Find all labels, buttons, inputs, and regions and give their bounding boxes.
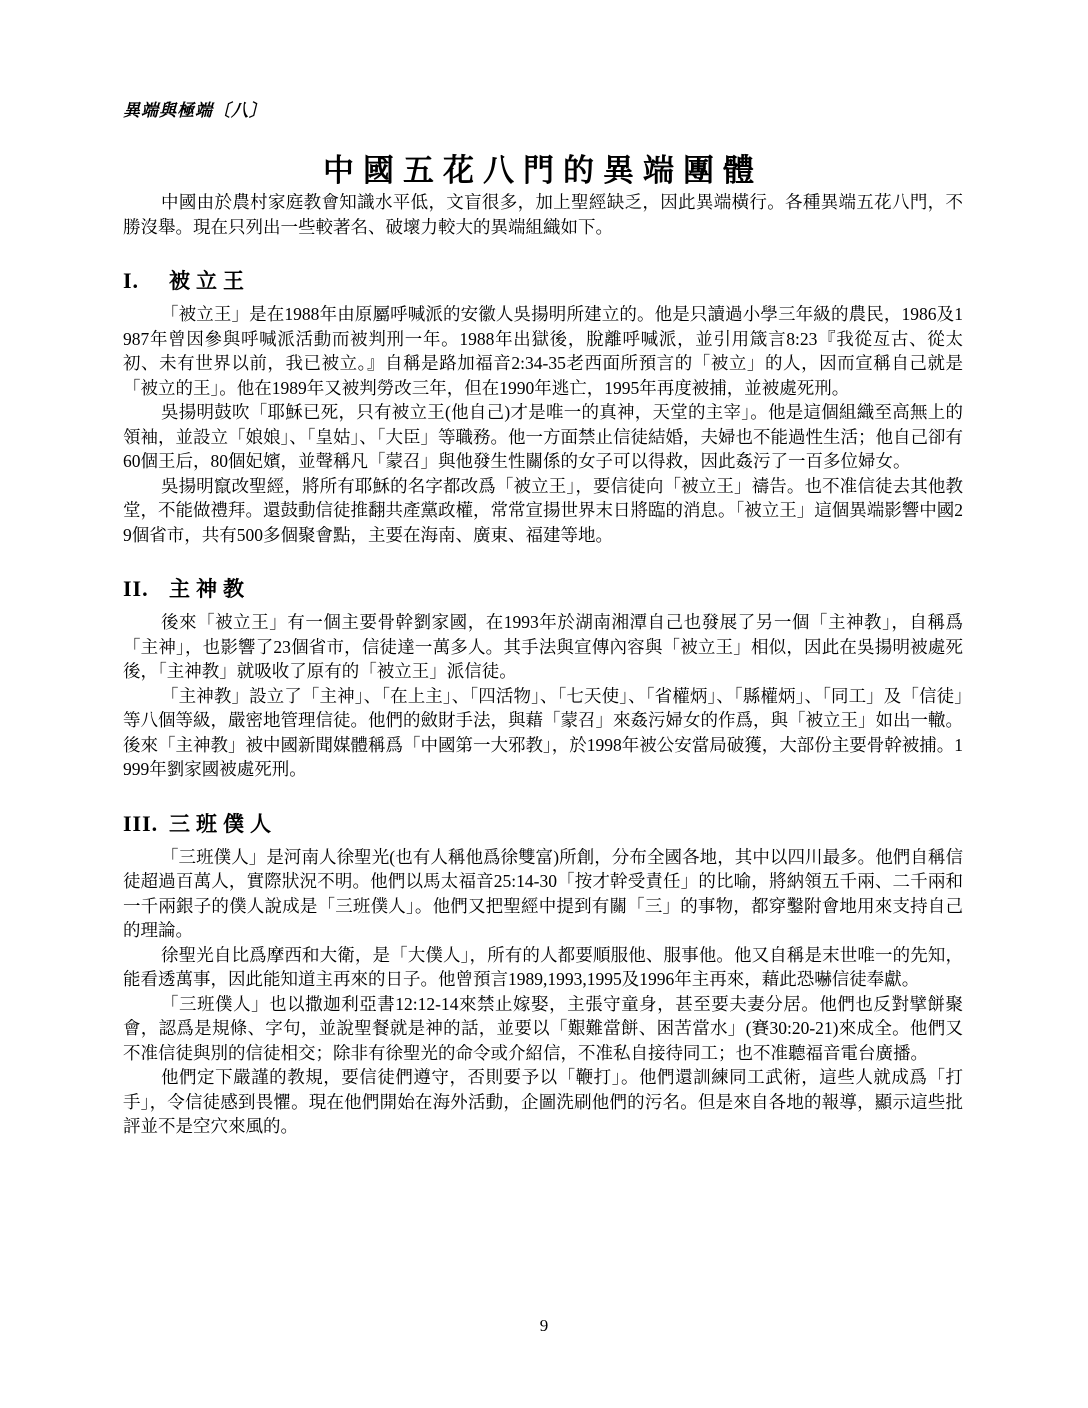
paragraph: 「被立王」是在1988年由原屬呼喊派的安徽人吳揚明所建立的。他是只讀過小學三年級的農民，1986及1987年曾因參與呼喊派活動而被判刑一年。1988年出獄後，脫離呼喊派，並引用箴言8:23『我從亙古、從太初、未有世界以前，我已被立。』自稱是路加福音2:34-35老西面所預言的「被立」的人，因而宣稱自己就是「被立的王」。他在1989年又被判勞改三年，但在1990年逃亡，1995年再度被捕，並被處死刑。 [123,304,963,398]
paragraph: 「主神教」設立了「主神」、「在上主」、「四活物」、「七天使」、「省權炳」、「縣權炳」、「同工」及「信徒」等八個等級，嚴密地管理信徒。他們的斂財手法，與藉「蒙召」來姦污婦女的作爲，與「被立王」如出一轍。後來「主神教」被中國新聞媒體稱爲「中國第一大邪教」，於1998年被公安當局破獲，大部份主要骨幹被捕。1999年劉家國被處死刑。 [123,685,963,779]
section-number: II. [123,576,149,601]
section-title: 被立王 [169,269,250,293]
section-zhushenjiao [123,573,963,782]
running-header: 異端與極端〔八〕 [123,101,267,120]
document-content [123,96,963,1139]
paragraph: 「三班僕人」是河南人徐聖光(也有人稱他爲徐雙富)所創，分布全國各地，其中以四川最多。他們自稱信徒超過百萬人，實際狀況不明。他們以馬太福音25:14-30「按才幹受責任」的比喻，將納領五千兩、二千兩和一千兩銀子的僕人說成是「三班僕人」。他們又把聖經中提到有關「三」的事物，都穿鑿附會地用來支持自己的理論。 [123,846,963,940]
section-beiliwang [123,265,963,547]
section-heading [123,265,963,295]
section-title: 三班僕人 [169,811,277,836]
section-title: 主神教 [169,577,250,601]
paragraph: 後來「被立王」有一個主要骨幹劉家國，在1993年於湖南湘潭自己也發展了另一個「主神教」，自稱爲「主神」，也影響了23個省市，信徒達一萬多人。其手法與宣傳內容與「被立王」相似，因此在吳揚明被處死後，「主神教」就吸收了原有的「被立王」派信徒。 [123,612,963,681]
paragraph: 吳揚明竄改聖經，將所有耶穌的名字都改爲「被立王」，要信徒向「被立王」禱告。也不准信徒去其他教堂，不能做禮拜。還鼓動信徒推翻共產黨政權，常常宣揚世界末日將臨的消息。「被立王」這個異端影響中國29個省市，共有500多個聚會點，主要在海南、廣東、福建等地。 [123,475,963,545]
section-number: III. [123,810,159,836]
section-sanbanpuren [123,808,963,1139]
section-heading [123,573,963,603]
paragraph: 他們定下嚴謹的教規，要信徒們遵守，否則要予以「鞭打」。他們還訓練同工武術，這些人就成爲「打手」，令信徒感到畏懼。現在他們開始在海外活動，企圖洗刷他們的污名。但是來自各地的報導，顯示這些批評並不是空穴來風的。 [123,1067,963,1136]
section-heading [123,808,963,838]
intro-paragraph: 中國由於農村家庭教會知識水平低，文盲很多，加上聖經缺乏，因此異端橫行。各種異端五花八門，不勝沒舉。現在只列出一些較著名、破壞力較大的異端組織如下。 [123,192,963,237]
section-number: I. [123,268,140,293]
paragraph: 徐聖光自比爲摩西和大衛，是「大僕人」，所有的人都要順服他、服事他。他又自稱是末世唯一的先知，能看透萬事，因此能知道主再來的日子。他曾預言1989,1993,1995及1996年主再來，藉此恐嚇信徒奉獻。 [123,944,963,989]
page-number: 9 [539,1316,549,1335]
page-title: 中國五花八門的異端團體 [323,153,763,188]
paragraph: 「三班僕人」也以撒迦利亞書12:12-14來禁止嫁娶，主張守童身，甚至要夫妻分居。他們也反對擘餅聚會，認爲是規條、字句，並說聖餐就是神的話，並要以「艱難當餅、困苦當水」(賽30:20-21)來成全。他們又不准信徒與別的信徒相交；除非有徐聖光的命令或介紹信，不准私自接待同工；也不准聽福音電台廣播。 [123,993,963,1063]
paragraph: 吳揚明鼓吹「耶穌已死，只有被立王(他自己)才是唯一的真神，天堂的主宰」。他是這個組織至高無上的領袖，並設立「娘娘」、「皇姑」、「大臣」等職務。他一方面禁止信徒結婚，夫婦也不能過性生活；他自己卻有60個王后，80個妃嬪，並聲稱凡「蒙召」與他發生性關係的女子可以得救，因此姦污了一百多位婦女。 [123,402,963,471]
